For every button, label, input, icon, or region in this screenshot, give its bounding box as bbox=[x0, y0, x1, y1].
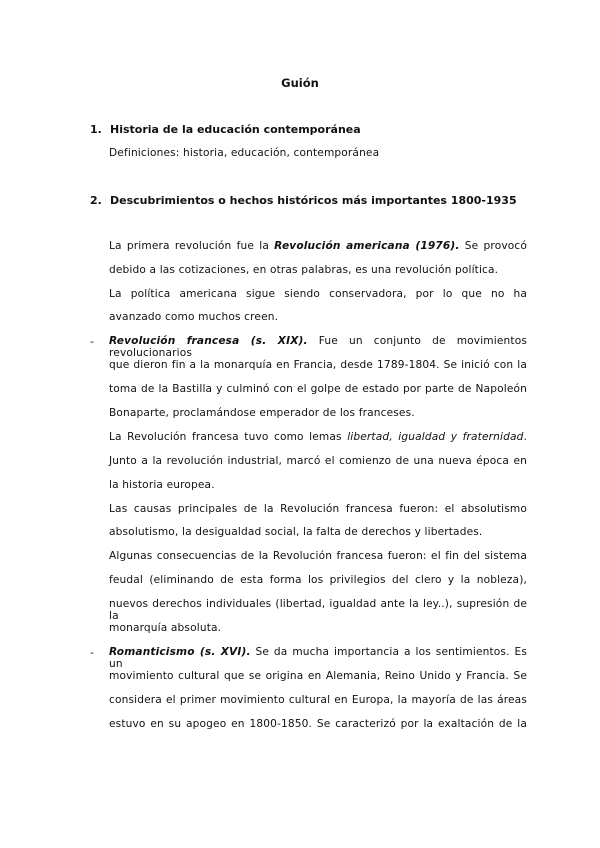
text-run: La primera revolución fue la bbox=[109, 240, 275, 252]
bullet-dash-romanticismo: - bbox=[90, 646, 94, 659]
term-revolucion-americana: Revolución americana (1976). bbox=[274, 240, 460, 252]
francesa-line-12: nuevos derechos individuales (libertad, igualdad ante la ley..), supresión de la bbox=[109, 598, 527, 622]
text-run: . bbox=[523, 431, 527, 443]
romanticismo-line-4: estuvo en su apogeo en 1800-1850. Se caracterizó por la exaltación de la bbox=[109, 718, 527, 730]
francesa-line-13: monarquía absoluta. bbox=[109, 622, 222, 634]
lema-text: libertad, igualdad y fraternidad bbox=[347, 431, 524, 443]
term-revolucion-francesa: Revolución francesa (s. XIX). bbox=[109, 335, 308, 347]
section-2-heading bbox=[90, 194, 517, 207]
section-2-number: 2. bbox=[90, 194, 102, 207]
francesa-line-7: la historia europea. bbox=[109, 479, 215, 491]
section-1-title: Historia de la educación contemporánea bbox=[110, 123, 361, 136]
romanticismo-line-3: considera el primer movimiento cultural en Europa, la mayoría de las áreas bbox=[109, 694, 527, 706]
francesa-line-5 bbox=[109, 431, 527, 443]
text-run: Se da mucha importancia a los sentimientos. Es un bbox=[109, 646, 527, 670]
francesa-line-2: que dieron fin a la monarquía en Francia, desde 1789-1804. Se inició con la bbox=[109, 359, 527, 371]
section-1-definitions: Definiciones: historia, educación, contemporánea bbox=[109, 147, 380, 159]
bullet-dash-francesa: - bbox=[90, 335, 94, 348]
text-run: La Revolución francesa tuvo como lemas bbox=[109, 431, 348, 443]
francesa-line-6: Junto a la revolución industrial, marcó el comienzo de una nueva época en bbox=[109, 455, 527, 467]
text-run: Se provocó bbox=[459, 240, 527, 252]
francesa-line-4: Bonaparte, proclamándose emperador de los franceses. bbox=[109, 407, 415, 419]
paragraph-americana-line-2: debido a las cotizaciones, en otras palabras, es una revolución política. bbox=[109, 264, 499, 276]
term-romanticismo: Romanticismo (s. XVI). bbox=[109, 646, 251, 658]
section-1-number: 1. bbox=[90, 123, 102, 136]
page-title: Guión bbox=[281, 76, 319, 90]
paragraph-americana-line-1 bbox=[109, 240, 527, 252]
francesa-line-1 bbox=[109, 335, 527, 359]
section-2-title: Descubrimientos o hechos históricos más importantes 1800-1935 bbox=[110, 194, 517, 207]
francesa-line-10: Algunas consecuencias de la Revolución francesa fueron: el fin del sistema bbox=[109, 550, 527, 562]
paragraph-americana-line-3: La política americana sigue siendo conservadora, por lo que no ha bbox=[109, 288, 527, 300]
francesa-line-8: Las causas principales de la Revolución francesa fueron: el absolutismo bbox=[109, 503, 527, 515]
romanticismo-line-1 bbox=[109, 646, 527, 670]
francesa-line-9: absolutismo, la desigualdad social, la falta de derechos y libertades. bbox=[109, 526, 483, 538]
francesa-line-11: feudal (eliminando de esta forma los privilegios del clero y la nobleza), bbox=[109, 574, 527, 586]
paragraph-americana-line-4: avanzado como muchos creen. bbox=[109, 311, 279, 323]
francesa-line-3: toma de la Bastilla y culminó con el golpe de estado por parte de Napoleón bbox=[109, 383, 527, 395]
section-1-heading bbox=[90, 123, 361, 136]
romanticismo-line-2: movimiento cultural que se origina en Alemania, Reino Unido y Francia. Se bbox=[109, 670, 527, 682]
text-run: Fue un conjunto de movimientos revolucionarios bbox=[109, 335, 528, 359]
